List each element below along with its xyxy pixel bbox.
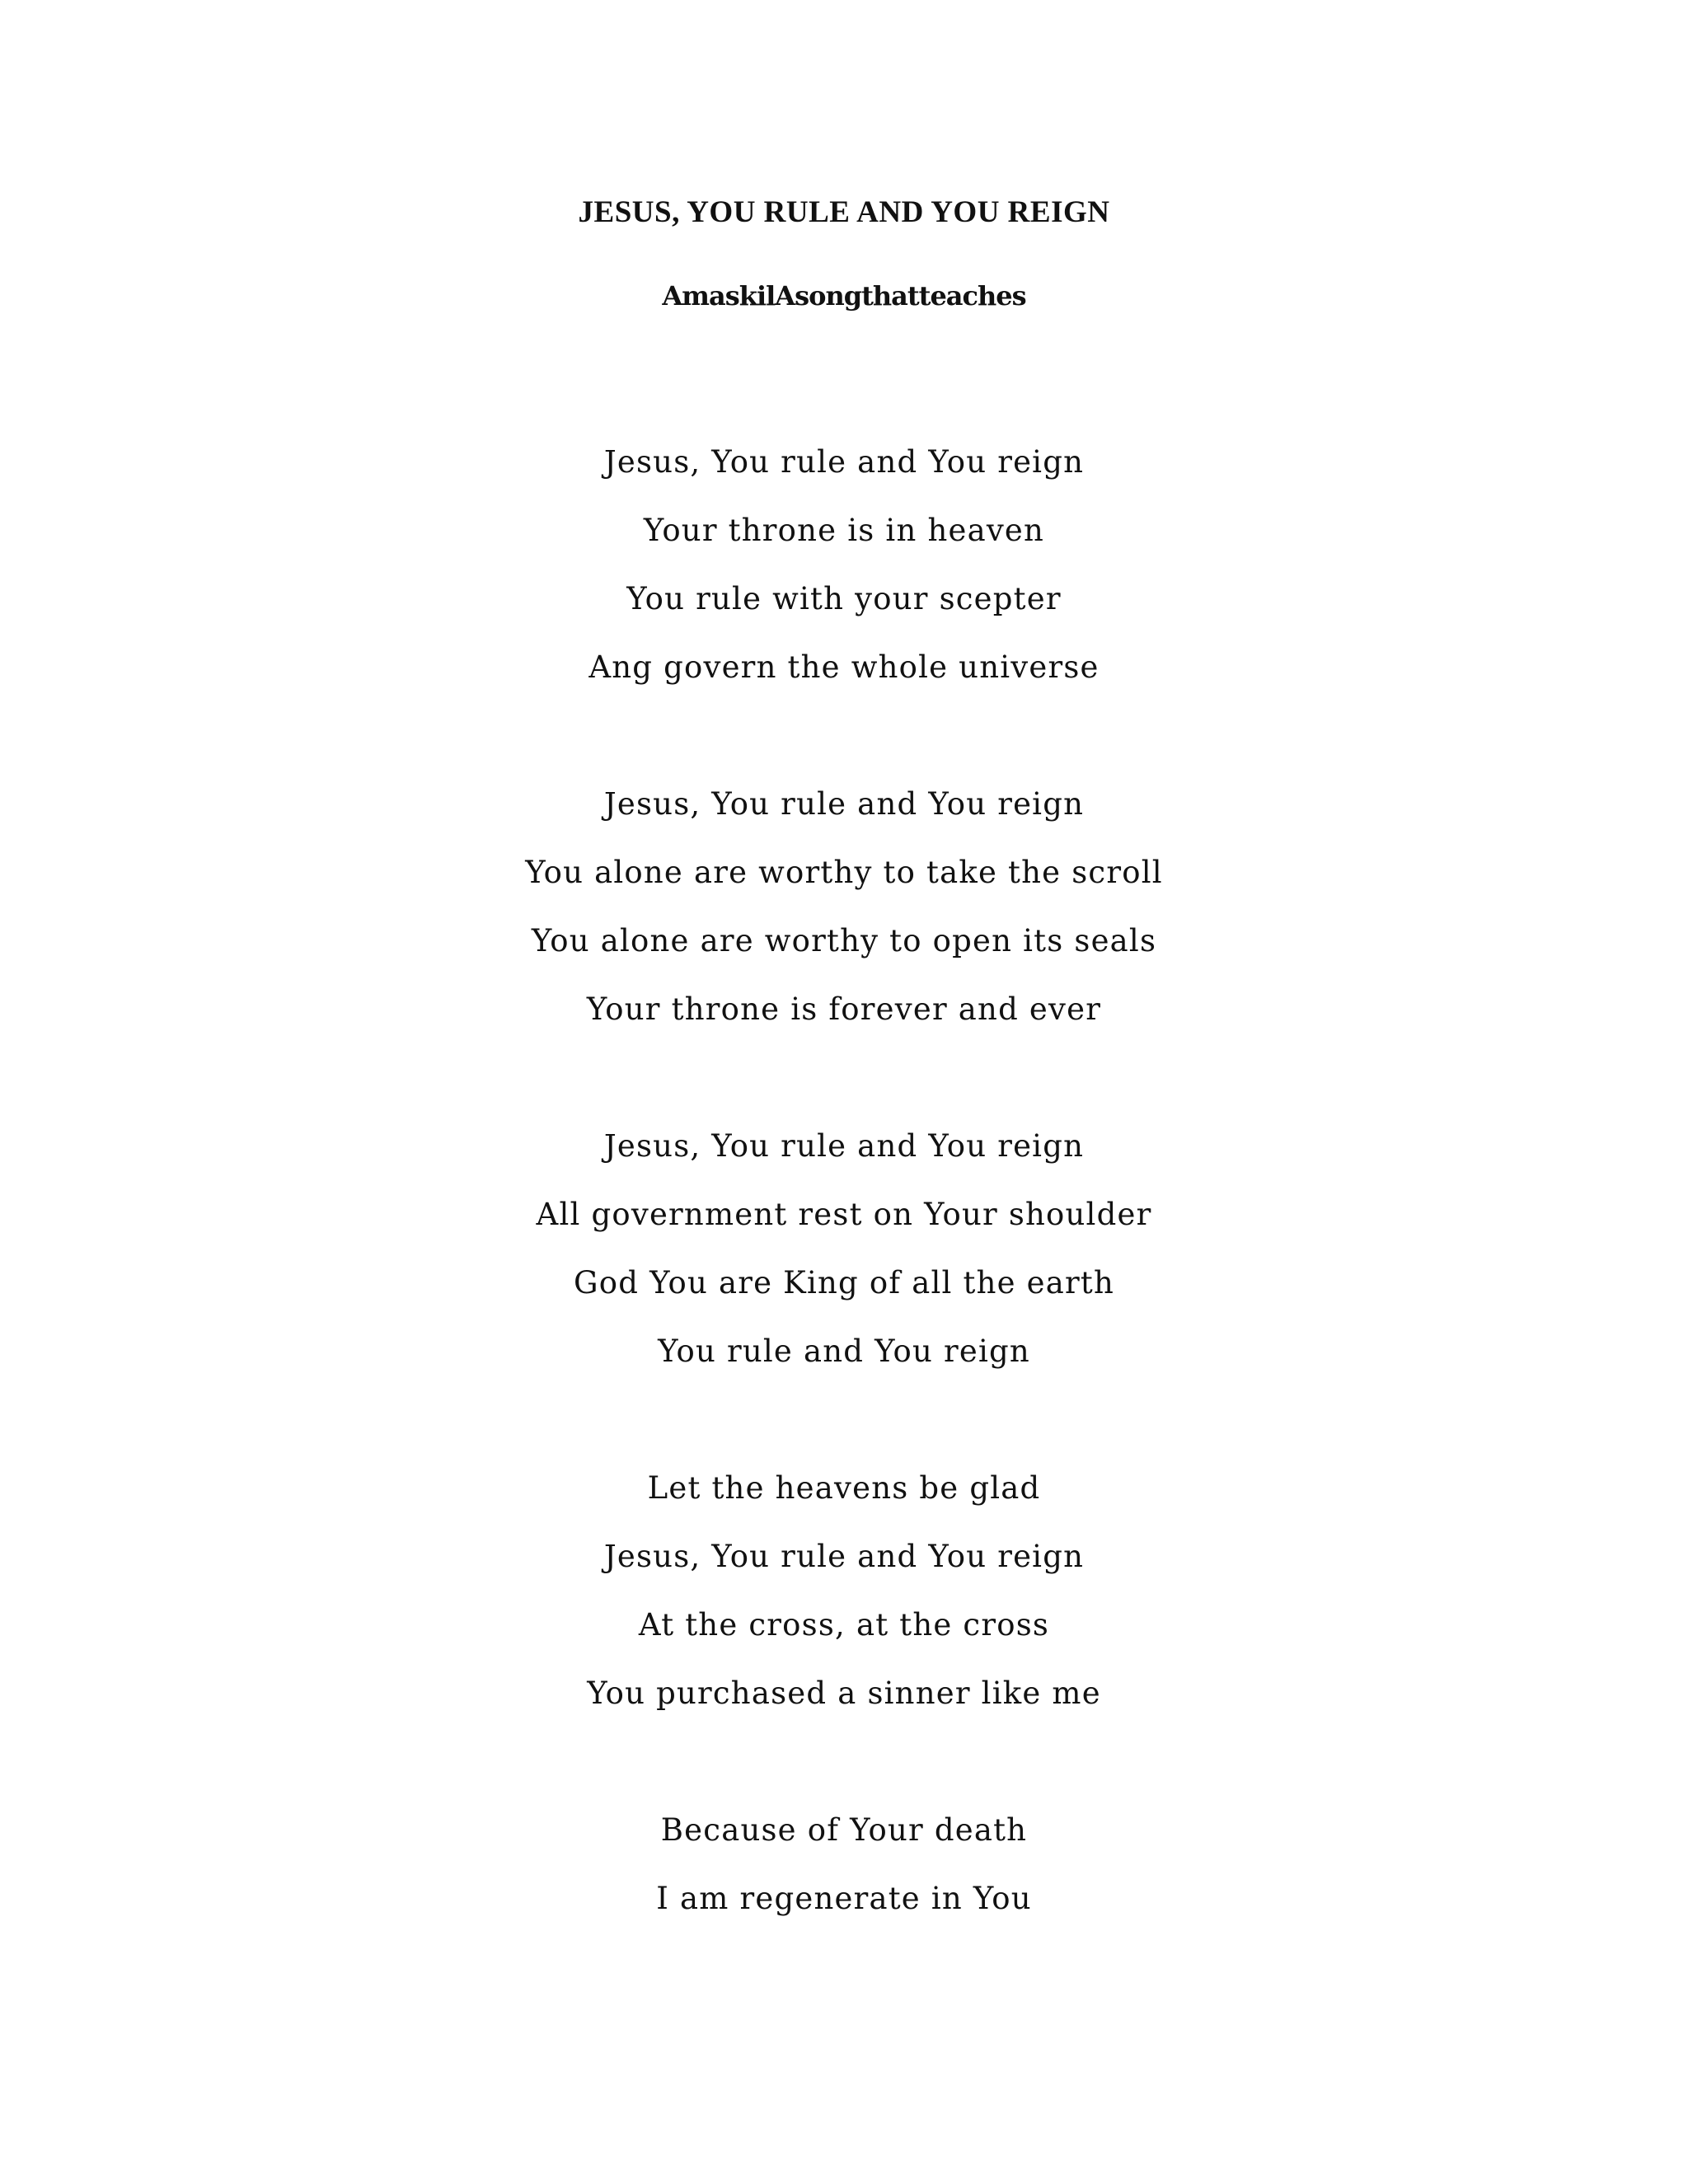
- lyrics-body: [0, 437, 1688, 2010]
- lyric-line: Ang govern the whole universe: [588, 649, 1100, 685]
- lyric-line: All government rest on Your shoulder: [536, 1197, 1152, 1232]
- lyric-line: Because of Your death: [660, 1812, 1028, 1848]
- lyric-line: God You are King of all the earth: [573, 1265, 1115, 1301]
- lyric-line: You purchased a sinner like me: [587, 1675, 1101, 1711]
- stanza-1: [0, 437, 1688, 710]
- lyric-line: You rule with your scepter: [626, 581, 1062, 616]
- stanza-2: [0, 779, 1688, 1052]
- lyric-line: Jesus, You rule and You reign: [603, 1539, 1085, 1574]
- stanza-3: [0, 1121, 1688, 1394]
- stanza-5: [0, 1805, 1688, 1942]
- song-title: JESUS, YOU RULE AND YOU REIGN: [578, 195, 1110, 229]
- lyric-line: You alone are worthy to open its seals: [531, 923, 1157, 958]
- lyric-line: You rule and You reign: [658, 1333, 1030, 1369]
- lyric-line: At the cross, at the cross: [638, 1607, 1050, 1643]
- lyric-line: Let the heavens be glad: [647, 1470, 1041, 1506]
- lyric-line: Jesus, You rule and You reign: [603, 786, 1085, 822]
- lyric-line: Jesus, You rule and You reign: [603, 444, 1085, 480]
- song-subtitle: AmaskilAsongthatteaches: [662, 280, 1026, 312]
- lyric-line: I am regenerate in You: [656, 1881, 1032, 1916]
- lyric-line: Your throne is in heaven: [643, 513, 1045, 548]
- lyric-line: Your throne is forever and ever: [586, 991, 1102, 1027]
- lyric-line: You alone are worthy to take the scroll: [525, 855, 1163, 890]
- lyric-line: Jesus, You rule and You reign: [603, 1128, 1085, 1164]
- stanza-4: [0, 1463, 1688, 1736]
